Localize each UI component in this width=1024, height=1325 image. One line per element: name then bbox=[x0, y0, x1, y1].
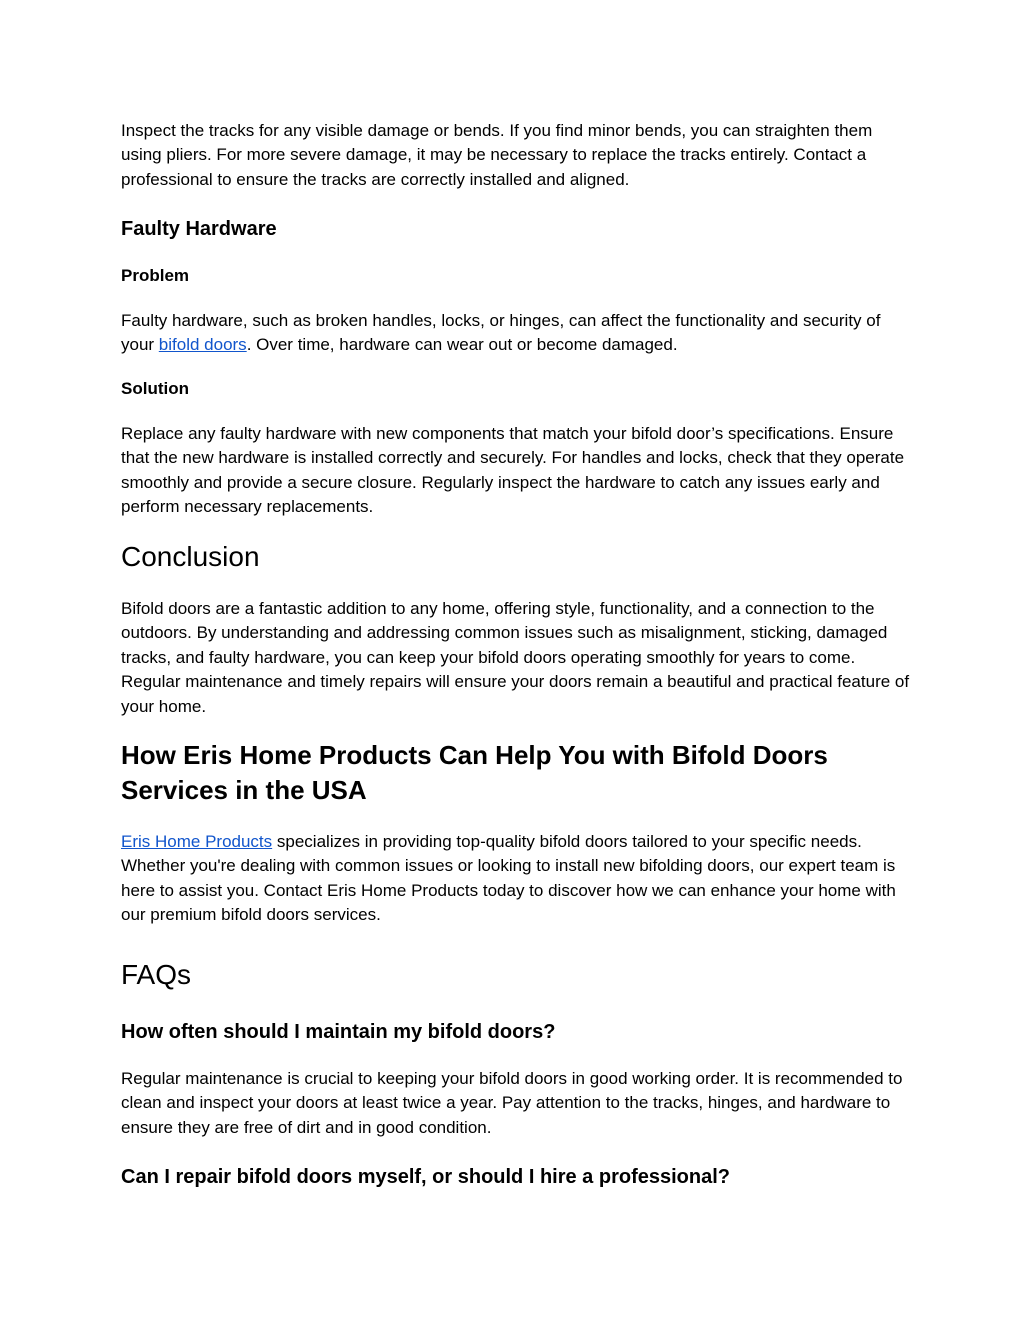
problem-text-after: . Over time, hardware can wear out or become damaged. bbox=[246, 335, 678, 355]
faq-question-2: Can I repair bifold doors myself, or should I hire a professional? bbox=[121, 1166, 730, 1188]
faqs-heading: FAQs bbox=[121, 959, 192, 990]
eris-home-products-link[interactable]: Eris Home Products bbox=[121, 832, 273, 851]
intro-paragraph: Inspect the tracks for any visible damage or bends. If you find minor bends, you can straighten them using pliers. For more severe damage, it may be necessary to replace the tracks entirely. Contact a professional to ensure the tracks are correctly installed and aligned. bbox=[121, 121, 873, 189]
problem-text-before: Faulty hardware, such as broken handles, locks, or hinges, can affect the functionality and security of your bbox=[121, 311, 881, 355]
solution-heading: Solution bbox=[121, 379, 189, 398]
eris-heading: How Eris Home Products Can Help You with Bifold Doors Services in the USA bbox=[121, 740, 828, 805]
faulty-hardware-heading: Faulty Hardware bbox=[121, 218, 277, 240]
problem-paragraph bbox=[121, 309, 911, 358]
solution-paragraph: Replace any faulty hardware with new components that match your bifold door’s specifications. Ensure that the new hardware is installed correctly and securely. For handles and locks, check that they operate smoothly and provide a secure closure. Regularly inspect the hardware to catch any issues early and perform necessary replacements. bbox=[121, 424, 905, 517]
conclusion-heading: Conclusion bbox=[121, 541, 260, 572]
faq-question-1: How often should I maintain my bifold doors? bbox=[121, 1021, 556, 1043]
eris-paragraph bbox=[121, 830, 911, 928]
problem-heading: Problem bbox=[121, 266, 190, 285]
conclusion-paragraph: Bifold doors are a fantastic addition to any home, offering style, functionality, and a connection to the outdoors. By understanding and addressing common issues such as misalignment, sticking, damaged tracks, and faulty hardware, you can keep your bifold doors operating smoothly for years to come. Regular maintenance and timely repairs will ensure your doors remain a beautiful and practical feature of your home. bbox=[121, 599, 910, 716]
eris-text-after: specializes in providing top-quality bifold doors tailored to your specific needs. Whether you're dealing with common issues or looking to install new bifolding doors, our expert team is here to assist you. Contact Eris Home Products today to discover how we can enhance your home with our premium bifold doors services. bbox=[121, 832, 896, 925]
bifold-doors-link[interactable]: bifold doors bbox=[158, 335, 247, 355]
faq-answer-1: Regular maintenance is crucial to keeping your bifold doors in good working order. It is recommended to clean and inspect your doors at least twice a year. Pay attention to the tracks, hinges, and hardware to ensure they are free of dirt and in good condition. bbox=[121, 1069, 903, 1137]
